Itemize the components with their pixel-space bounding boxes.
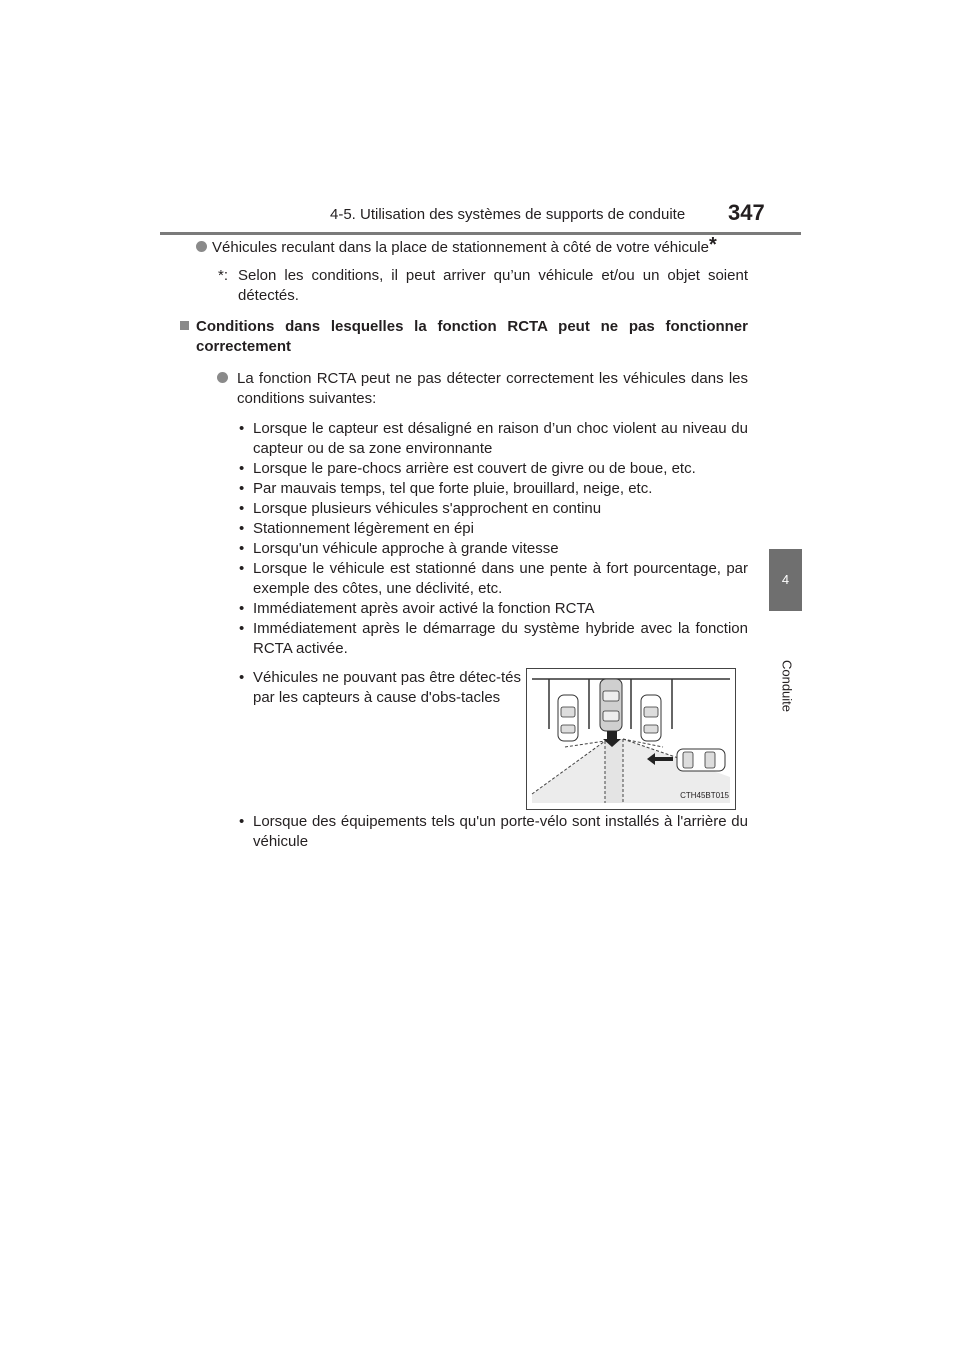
section-header: 4-5. Utilisation des systèmes de supports de conduite [330,206,686,223]
list-item: • Par mauvais temps, tel que forte pluie, brouillard, neige, etc. [253,479,748,499]
intro-text: La fonction RCTA peut ne pas détecter correctement les véhicules dans les conditions suivantes: [237,370,748,407]
figure-code: CTH45BT015 [680,791,729,800]
list-item: • Lorsque le véhicule est stationné dans une pente à fort pourcentage, par exemple des côtes, une déclivité, etc. [253,559,748,599]
last-list [196,812,748,852]
footnote [196,266,748,306]
parking-illustration [526,668,736,810]
footnote-mark: *: [218,267,229,284]
header-rule [160,232,801,235]
figure-row [196,668,748,810]
list-item: • Lorsque plusieurs véhicules s'approchent en continu [253,499,748,519]
list-item: • Immédiatement après le démarrage du système hybride avec la fonction RCTA activée. [253,619,748,659]
intro-paragraph [196,369,748,409]
list-item: • Lorsque des équipements tels qu'un porte-vélo sont installés à l'arrière du véhicule [253,812,748,852]
footnote-text: Selon les conditions, il peut arriver qu’un véhicule et/ou un objet soient détectés. [238,267,748,304]
list-item: • Stationnement légèrement en épi [253,519,748,539]
list-item: • Lorsqu'un véhicule approche à grande vitesse [253,539,748,559]
item-reversing-text: Véhicules reculant dans la place de stationnement à côté de votre véhicule [212,239,709,256]
chapter-tab: 4 [769,549,802,611]
list-item: • Lorsque le pare-chocs arrière est couvert de givre ou de boue, etc. [253,459,748,479]
chapter-label-text: Conduite [779,659,795,713]
conditions-list [196,419,748,659]
list-item: • Lorsque le capteur est désaligné en raison d’un choc violent au niveau du capteur ou de sa zone environnante [253,419,748,459]
bullet-dot-icon [217,372,228,383]
item-reversing-vehicles [196,234,748,258]
chapter-label [772,646,802,726]
bullet-dot-icon [196,241,207,252]
heading-text: Conditions dans lesquelles la fonction RCTA peut ne pas fonctionner correctement [196,318,748,355]
page-number: 347 [728,200,765,225]
main-content [196,234,748,852]
heading-square-icon [180,321,189,330]
figure-bullet: • Véhicules ne pouvant pas être détec-tés par les capteurs à cause d'obs-tacles [253,668,521,708]
section-heading [196,317,748,357]
list-item: • Immédiatement après avoir activé la fonction RCTA [253,599,748,619]
asterisk-mark: * [708,234,717,256]
